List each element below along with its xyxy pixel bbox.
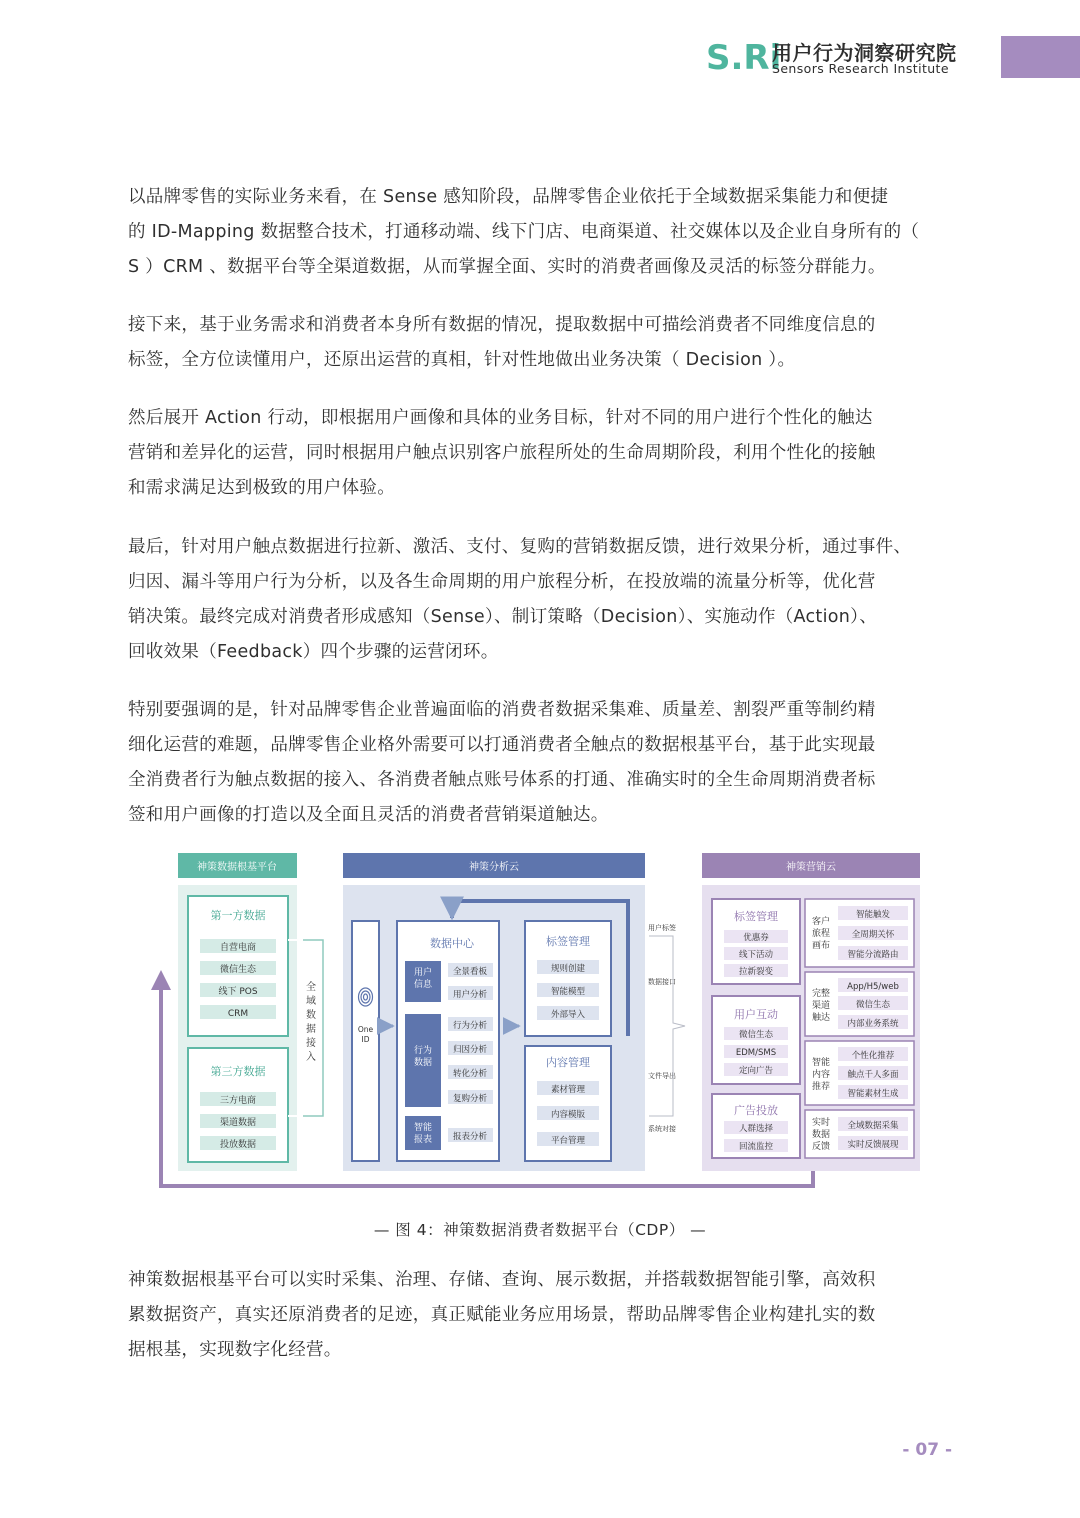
mkt-tag-item: 拉新裂变 (738, 967, 774, 977)
cdp-architecture-diagram (155, 848, 925, 1194)
sri-logo-icon (706, 38, 782, 78)
text-line: 然后展开 Action 行动，即根据用户画像和具体的业务目标，针对不同的用户进行个性化的触达 (128, 408, 873, 428)
right-group-label: 画布 (811, 941, 831, 951)
ingest-char: 据 (306, 1024, 316, 1035)
ingest-char: 全 (306, 982, 316, 993)
dc-item: 归因分析 (452, 1045, 488, 1055)
right-group-item: 智能触发 (855, 910, 891, 920)
text-line: 接下来，基于业务需求和消费者本身所有数据的情况，提取数据中可描绘消费者不同维度信息的 (128, 315, 876, 335)
paragraph-3 (128, 401, 952, 506)
text-line: S ）CRM 、数据平台等全渠道数据，从而掌握全面、实时的消费者画像及灵活的标签分群能力。 (128, 257, 886, 277)
right-group-item: 内部业务系统 (847, 1019, 899, 1029)
dc-item: 转化分析 (452, 1069, 488, 1079)
interface-brace (649, 936, 685, 1116)
dc-group-label: 信息 (413, 980, 433, 990)
user-interact-title: 用户互动 (734, 1008, 778, 1021)
first-party-item: CRM (227, 1009, 249, 1019)
svg-text:S.Ri: S.Ri (706, 38, 782, 78)
interface-label: 文件导出 (648, 1072, 676, 1080)
paragraph-5 (128, 693, 952, 833)
first-party-item: 自营电商 (219, 943, 257, 953)
col2-title: 神策分析云 (469, 862, 519, 873)
dc-group-label: 报表 (413, 1135, 433, 1145)
paragraph-4 (128, 530, 952, 670)
content-mgmt-item: 内容模版 (550, 1110, 586, 1120)
ingest-char: 域 (306, 996, 316, 1007)
content-mgmt-title: 内容管理 (546, 1056, 590, 1069)
one-id-label: One (357, 1025, 374, 1034)
content-mgmt-item: 素材管理 (550, 1085, 586, 1095)
tag-mgmt-item: 外部导入 (550, 1010, 586, 1020)
col1-title: 神策数据根基平台 (197, 862, 277, 873)
dc-item: 行为分析 (452, 1021, 488, 1031)
text-line: 全消费者行为触点数据的接入、各消费者触点账号体系的打通、准确实时的全生命周期消费者标 (128, 770, 876, 790)
user-interact-item: 微信生态 (738, 1030, 774, 1040)
third-party-item: 渠道数据 (219, 1118, 257, 1128)
text-line: 神策数据根基平台可以实时采集、治理、存储、查询、展示数据，并搭载数据智能引擎，高效积 (128, 1270, 876, 1290)
ad-delivery-item: 人群选择 (738, 1124, 774, 1134)
right-group-item: 触点千人多面 (847, 1070, 899, 1080)
first-party-title: 第一方数据 (210, 909, 266, 922)
ingest-char: 入 (306, 1052, 316, 1063)
mkt-tag-mgmt-title: 标签管理 (734, 910, 778, 923)
third-party-title: 第三方数据 (210, 1065, 266, 1078)
right-group-label: 完整 (811, 989, 831, 999)
dc-item: 报表分析 (452, 1132, 488, 1142)
text-line: 标签，全方位读懂用户，还原出运营的真相，针对性地做出业务决策（ Decision ）。 (128, 350, 796, 370)
tag-mgmt-title: 标签管理 (546, 935, 590, 948)
right-group-label: 内容 (811, 1070, 831, 1080)
right-group-item: 微信生态 (855, 1000, 891, 1010)
page-number: - 07 - (902, 1440, 952, 1460)
header-accent-tab (1001, 36, 1080, 78)
text-line: 归因、漏斗等用户行为分析，以及各生命周期的用户旅程分析，在投放端的流量分析等，优化营 (128, 572, 876, 592)
right-group-label: 数据 (811, 1130, 831, 1140)
ingest-char: 接 (306, 1038, 316, 1049)
dc-group-label: 行为 (413, 1046, 433, 1056)
dc-item: 用户分析 (452, 990, 488, 1000)
text-line: 营销和差异化的运营，同时根据用户触点识别客户旅程所处的生命周期阶段，利用个性化的接触 (128, 443, 876, 463)
interface-label: 数据接口 (648, 978, 676, 986)
text-line: 销决策。最终完成对消费者形成感知（Sense）、制订策略（Decision）、实施动作（Action）、 (128, 607, 878, 627)
text-line: 签和用户画像的打造以及全面且灵活的消费者营销渠道触达。 (128, 805, 609, 825)
third-party-item: 投放数据 (219, 1140, 257, 1150)
dc-group-label: 智能 (413, 1123, 433, 1133)
right-group-item: 智能素材生成 (847, 1089, 899, 1099)
user-interact-item: 定向广告 (738, 1066, 774, 1076)
mkt-tag-item: 线下活动 (738, 950, 774, 960)
right-group-label: 客户 (811, 917, 831, 927)
one-id-label: ID (361, 1035, 370, 1044)
ad-delivery-item: 回流监控 (738, 1142, 774, 1152)
dc-group-label: 用户 (413, 968, 433, 978)
text-line: 据根基，实现数字化经营。 (128, 1340, 342, 1360)
right-group-label: 触达 (811, 1013, 831, 1023)
text-line: 的 ID-Mapping 数据整合技术，打通移动端、线下门店、电商渠道、社交媒体以及企业自身所有的（ (128, 222, 920, 242)
right-group-item: 全域数据采集 (847, 1121, 899, 1131)
right-group-item: 智能分流路由 (847, 950, 899, 960)
text-line: 最后，针对用户触点数据进行拉新、激活、支付、复购的营销数据反馈，进行效果分析，通过事件、 (128, 537, 912, 557)
data-center-title: 数据中心 (430, 937, 474, 950)
first-party-item: 微信生态 (219, 965, 257, 975)
right-group-item: 实时反馈展现 (847, 1140, 899, 1150)
dc-group-label: 数据 (413, 1058, 433, 1068)
right-group-item: 个性化推荐 (851, 1051, 895, 1061)
interface-label: 系统对接 (648, 1125, 676, 1133)
text-line: 特别要强调的是，针对品牌零售企业普遍面临的消费者数据采集难、质量差、割裂严重等制约精 (128, 700, 876, 720)
right-group-item: App/H5/web (847, 982, 899, 992)
text-line: 和需求满足达到极致的用户体验。 (128, 478, 395, 498)
third-party-item: 三方电商 (219, 1096, 257, 1106)
dc-item: 复购分析 (452, 1094, 488, 1104)
org-name-en: Sensors Research Institute (772, 61, 949, 76)
mkt-tag-item: 优惠券 (743, 933, 769, 943)
first-party-item: 线下 POS (218, 987, 258, 997)
ingest-char: 数 (306, 1010, 316, 1021)
user-interact-item: EDM/SMS (735, 1048, 777, 1058)
figure-caption: — 图 4：神策数据消费者数据平台（CDP） — (373, 1221, 707, 1239)
text-line: 以品牌零售的实际业务来看，在 Sense 感知阶段，品牌零售企业依托于全域数据采集能力和便捷 (128, 187, 889, 207)
right-group-item: 全周期关怀 (851, 930, 895, 940)
right-group-label: 渠道 (811, 1001, 831, 1011)
text-line: 回收效果（Feedback）四个步骤的运营闭环。 (128, 642, 499, 662)
dc-item: 全景看板 (452, 967, 488, 977)
org-name-cn: 用户行为洞察研究院 (772, 41, 957, 65)
right-group-label: 旅程 (811, 929, 831, 939)
paragraph-1 (128, 180, 952, 285)
tag-mgmt-item: 智能模型 (550, 987, 586, 997)
right-group-label: 智能 (811, 1058, 831, 1068)
paragraph-closing (128, 1263, 952, 1368)
interface-label: 用户标签 (648, 924, 676, 932)
tag-mgmt-item: 规则创建 (550, 964, 586, 974)
right-group-label: 反馈 (811, 1142, 831, 1152)
paragraph-2 (128, 308, 952, 378)
text-line: 细化运营的难题，品牌零售企业格外需要可以打通消费者全触点的数据根基平台，基于此实现最 (128, 735, 876, 755)
ad-delivery-title: 广告投放 (734, 1104, 778, 1117)
content-mgmt-item: 平台管理 (550, 1136, 586, 1146)
right-group-label: 实时 (811, 1118, 831, 1128)
text-line: 累数据资产，真实还原消费者的足迹，真正赋能业务应用场景，帮助品牌零售企业构建扎实的数 (128, 1305, 876, 1325)
right-group-label: 推荐 (811, 1082, 831, 1092)
col3-title: 神策营销云 (786, 862, 836, 873)
